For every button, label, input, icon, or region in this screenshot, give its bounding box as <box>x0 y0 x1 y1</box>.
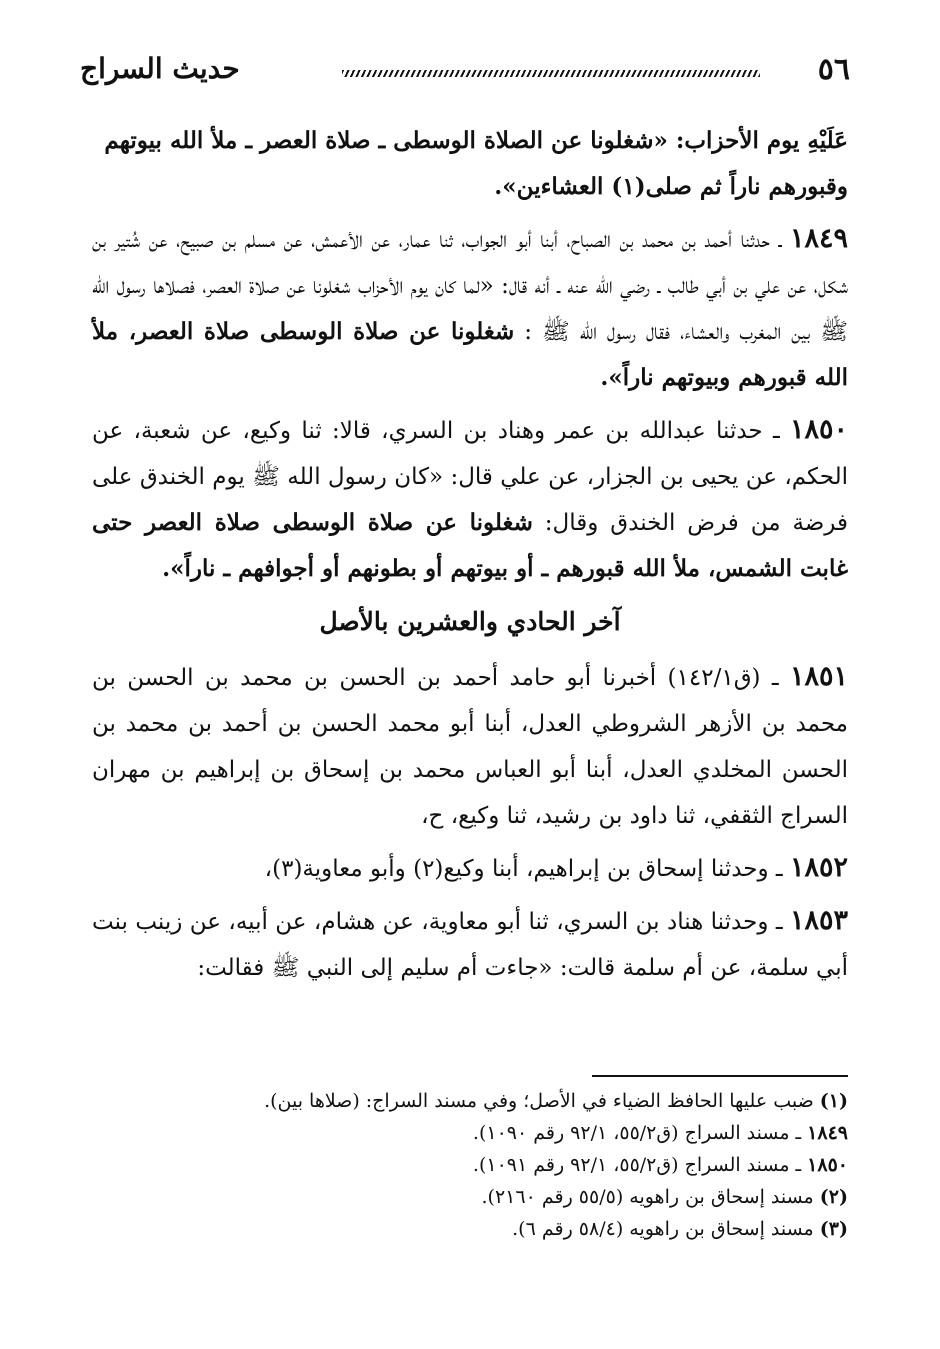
hadith-1851 <box>92 654 848 839</box>
hadith-number: ١٨٥٢ <box>789 852 848 883</box>
hadith-number: ١٨٤٩ <box>790 223 849 254</box>
footnote-text: ـ مسند السراج (ق٥٥/٢، ٩٢/١ رقم ١٠٩١). <box>472 1154 802 1176</box>
footnote-text: مسند إسحاق بن راهويه (٥٥/٥ رقم ٢١٦٠). <box>481 1186 814 1208</box>
main-text <box>92 118 848 997</box>
footnote-text: مسند إسحاق بن راهويه (٥٨/٤ رقم ٦). <box>512 1218 814 1240</box>
header-decorative-rule <box>342 70 760 77</box>
hadith-number: ١٨٥٣ <box>789 905 848 936</box>
footnote-number: ١٨٤٩ <box>807 1122 848 1144</box>
hadith-number: ١٨٥١ <box>789 661 848 692</box>
continuation-line-1: عَلَيْهِ يوم الأحزاب: «شغلونا عن الصلاة الوسطى ـ صلاة العصر ـ ملأ الله بيوتهم <box>104 127 848 154</box>
hadith-text: ـ حدثنا عبدالله بن عمر وهناد بن السري، قالا: ثنا وكيع، عن شعبة، عن الحكم، عن يحيى بن الجزار، عن علي قال: «كان رسول الله ﷺ يوم الخندق على فرضة من فرض الخندق وقال: <box>92 418 848 536</box>
hadith-1852 <box>92 845 848 892</box>
hadith-1850 <box>92 407 848 592</box>
hadith-number: ١٨٥٠ <box>789 414 848 445</box>
footnote-number: (١) <box>819 1090 848 1112</box>
footnote-number: (٢) <box>819 1186 848 1208</box>
footnote <box>92 1085 848 1117</box>
footnote-text: ـ مسند السراج (ق٥٥/٢، ٩٢/١ رقم ١٠٩٠). <box>472 1122 802 1144</box>
hadith-quote: شغلونا عن صلاة الوسطى صلاة العصر، ملأ الله قبورهم وبيوتهم ناراً». <box>92 318 848 391</box>
hadith-text: ـ حدثنا أحمد بن محمد بن الصباح، أبنا أبو الجواب، ثنا عمار، عن الأعمش، عن مسلم بن صبيح، عن شُتير بن شكل، عن علي بن أبي طالب ـ رضي الله عنه ـ أنه قال: «لما كان يوم الأحزاب شغلونا عن صلاة العصر، فصلاها رسول الله ﷺ بين المغرب والعشاء، فقال رسول الله ﷺ : <box>92 227 849 345</box>
footnote-number: (٣) <box>819 1218 848 1240</box>
hadith-text: ـ وحدثنا هناد بن السري، ثنا أبو معاوية، عن هشام، عن أبيه، عن زينب بنت أبي سلمة، عن أم سلمة قالت: «جاءت أم سليم إلى النبي ﷺ فقالت: <box>92 909 848 981</box>
page-header <box>80 52 850 92</box>
footnote <box>92 1117 848 1149</box>
footnote-number: ١٨٥٠ <box>807 1154 848 1176</box>
hadith-text: ـ وحدثنا إسحاق بن إبراهيم، أبنا وكيع(٢) وأبو معاوية(٣)، <box>264 856 783 882</box>
footnote-separator <box>592 1075 848 1077</box>
hadith-1853 <box>92 898 848 991</box>
hadith-quote: شغلونا عن صلاة الوسطى صلاة العصر حتى غابت الشمس، ملأ الله قبورهم ـ أو بيوتهم أو بطونهم أو أجوافهم ـ ناراً». <box>92 509 848 582</box>
footnote <box>92 1149 848 1181</box>
footnote <box>92 1213 848 1245</box>
continuation-paragraph <box>92 118 848 210</box>
footnote <box>92 1181 848 1213</box>
continuation-line-2: وقبورهم ناراً ثم صلى(١) العشاءين». <box>494 173 848 200</box>
running-title: حديث السراج <box>80 52 240 85</box>
hadith-1849 <box>92 216 848 401</box>
page-number: ٥٦ <box>817 52 850 87</box>
footnotes <box>92 1085 848 1245</box>
section-heading: آخر الحادي والعشرين بالأصل <box>319 607 621 636</box>
footnote-text: ضبب عليها الحافظ الضياء في الأصل؛ وفي مسند السراج: (صلاها بين). <box>264 1090 814 1112</box>
hadith-text: ـ (ق١٤٢/١) أخبرنا أبو حامد أحمد بن الحسن بن محمد بن الحسن بن محمد بن الأزهر الشروطي العدل، أبنا أبو محمد الحسن بن أحمد بن محمد بن الحسن المخلدي العدل، أبنا أبو العباس محمد بن إسحاق بن إبراهيم بن مهران السراج الثقفي، ثنا داود بن رشيد، ثنا وكيع، ح، <box>92 665 848 829</box>
